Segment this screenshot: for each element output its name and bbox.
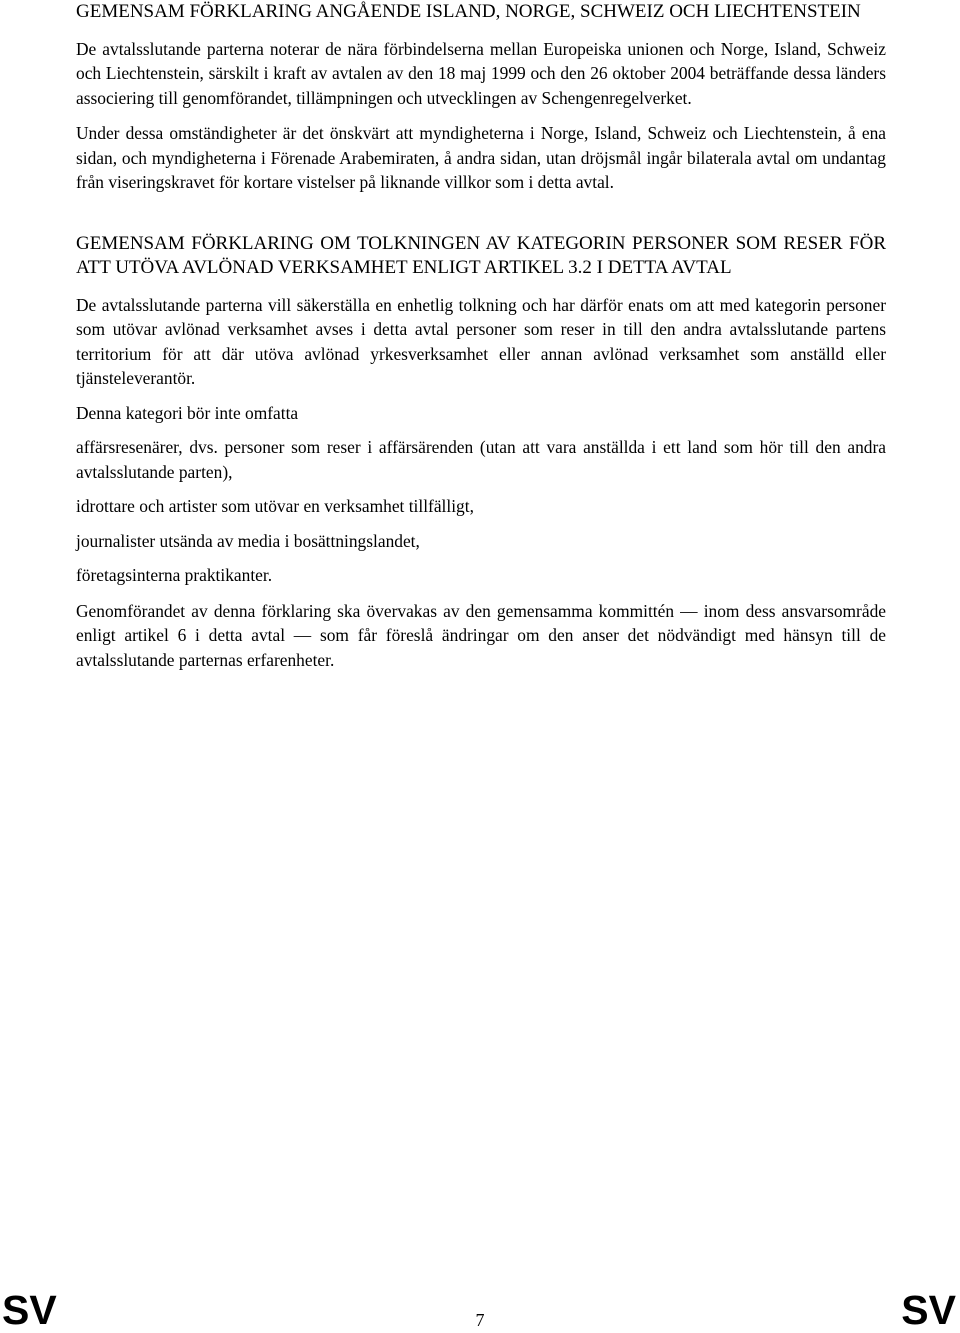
language-code-left: SV xyxy=(2,1287,57,1333)
paragraph-category-exclusion: Denna kategori bör inte omfatta xyxy=(76,402,299,423)
list-item-journalists: journalister utsända av media i bosättningslandet, xyxy=(76,530,420,551)
paragraph-circumstances: Under dessa omständigheter är det önskvärt att myndigheterna i Norge, Island, Schweiz och Liechtenstein, å ena sidan, och myndigheterna i Förenade Arabemiraten, å andra sidan, utan dröjsmål ingår bilaterala avtal om undantag från viseringskravet för kortare vistelser på liknande villkor som i detta avtal. xyxy=(76,123,886,192)
list-item-business-travellers: affärsresenärer, dvs. personer som reser i affärsärenden (utan att vara anställda i ett land som hör till den andra avtalsslutande parten), xyxy=(76,437,886,482)
list-item-trainees: företagsinterna praktikanter. xyxy=(76,565,273,585)
document-body xyxy=(76,0,886,672)
paragraph-implementation: Genomförandet av denna förklaring ska övervakas av den gemensamma kommittén — inom dess ansvarsområde enligt artikel 6 i detta avtal — som får föreslå ändringar om den anser det nödvändigt med hänsyn till de avtalsslutande parternas erfarenheter. xyxy=(76,600,886,670)
list-item-athletes-artists: idrottare och artister som utövar en verksamhet tillfälligt, xyxy=(76,496,474,516)
paragraph-parties-note: De avtalsslutande parterna noterar de nära förbindelserna mellan Europeiska unionen och Norge, Island, Schweiz och Liechtenstein, särskilt i kraft av avtalen av den 18 maj 1999 och den 26 oktober 2004 beträffande dessa länders associering till genomförandet, tillämpningen och utvecklingen av Schengenregelverket. xyxy=(76,38,886,108)
heading-declaration-interpretation: GEMENSAM FÖRKLARING OM TOLKNINGEN AV KATEGORIN PERSONER SOM RESER FÖR ATT UTÖVA AVLÖNAD VERKSAMHET ENLIGT ARTIKEL 3.2 I DETTA AVTAL xyxy=(76,232,886,278)
paragraph-uniform-interpretation: De avtalsslutande parterna vill säkerställa en enhetlig tolkning och har därför enats om att med kategorin personer som utövar avlönad verksamhet avses i detta avtal personer som reser in till den andra avtalsslutande partens territorium för att där utöva avlönad yrkesverksamhet eller annan avlönad verksamhet som anställd eller tjänsteleverantör. xyxy=(76,294,886,388)
heading-declaration-iceland-norway: GEMENSAM FÖRKLARING ANGÅENDE ISLAND, NORGE, SCHWEIZ OCH LIECHTENSTEIN xyxy=(76,1,861,22)
language-code-right: SV xyxy=(901,1287,956,1333)
page-number: 7 xyxy=(475,1310,485,1330)
